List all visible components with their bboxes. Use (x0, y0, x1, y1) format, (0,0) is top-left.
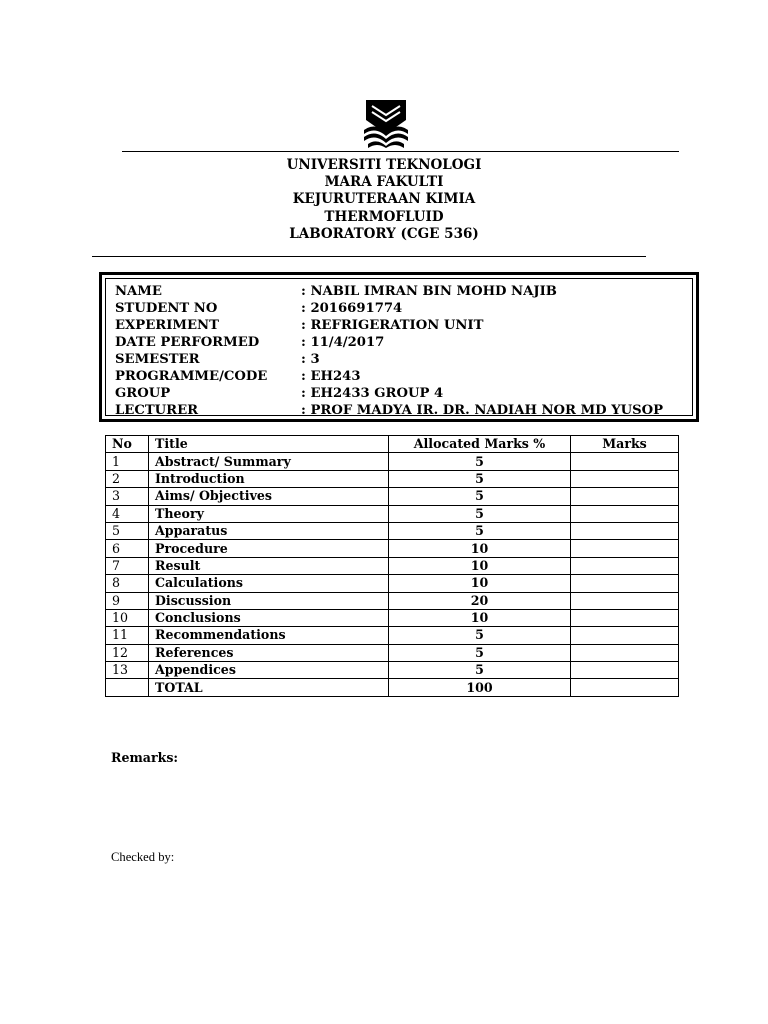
total-label: TOTAL (149, 679, 389, 696)
row-no: 7 (106, 557, 149, 574)
title-line-1: UNIVERSITI TEKNOLOGI (286, 157, 482, 173)
row-marks-cell (571, 540, 679, 557)
header-allocated: Allocated Marks % (389, 436, 571, 453)
total-allocated: 100 (389, 679, 571, 696)
row-title: Aims/ Objectives (149, 488, 389, 505)
row-allocated: 20 (389, 592, 571, 609)
info-value: : REFRIGERATION UNIT (301, 318, 484, 333)
table-row (106, 488, 679, 505)
row-title: Result (149, 557, 389, 574)
row-title: Theory (149, 505, 389, 522)
row-marks-cell (571, 592, 679, 609)
row-marks-cell (571, 453, 679, 470)
info-label: STUDENT NO (115, 301, 218, 316)
row-title: Recommendations (149, 627, 389, 644)
row-marks-cell (571, 505, 679, 522)
info-label: LECTURER (115, 403, 199, 418)
row-no: 1 (106, 453, 149, 470)
title-line-2: MARA FAKULTI (324, 174, 444, 191)
checked-by-label: Checked by: (111, 850, 175, 864)
info-label: DATE PERFORMED (115, 335, 260, 350)
total-no-cell (106, 679, 149, 696)
row-marks-cell (571, 662, 679, 679)
row-allocated: 5 (389, 470, 571, 487)
table-row (106, 470, 679, 487)
row-allocated: 5 (389, 644, 571, 661)
table-row (106, 644, 679, 661)
info-value: : EH2433 GROUP 4 (301, 386, 444, 401)
info-label: EXPERIMENT (115, 318, 219, 333)
row-marks-cell (571, 522, 679, 539)
table-row (106, 609, 679, 626)
row-no: 2 (106, 470, 149, 487)
row-allocated: 5 (389, 453, 571, 470)
table-header-row (106, 436, 679, 453)
row-title: Procedure (149, 540, 389, 557)
info-label: NAME (115, 284, 162, 299)
row-no: 6 (106, 540, 149, 557)
row-allocated: 5 (389, 488, 571, 505)
title-line-4: THERMOFLUID (324, 208, 444, 225)
table-row (106, 557, 679, 574)
row-title: Appendices (149, 662, 389, 679)
row-no: 12 (106, 644, 149, 661)
row-title: Abstract/ Summary (149, 453, 389, 470)
row-no: 5 (106, 522, 149, 539)
row-allocated: 10 (389, 557, 571, 574)
row-marks-cell (571, 575, 679, 592)
info-value: : PROF MADYA IR. DR. NADIAH NOR MD YUSOP (301, 403, 664, 418)
row-title: References (149, 644, 389, 661)
header-marks: Marks (571, 436, 679, 453)
row-allocated: 5 (389, 522, 571, 539)
row-no: 11 (106, 627, 149, 644)
faculty-title-block (0, 157, 768, 243)
table-row (106, 575, 679, 592)
row-allocated: 10 (389, 575, 571, 592)
university-logo-icon (364, 100, 408, 148)
table-row (106, 522, 679, 539)
info-value: : 3 (301, 352, 320, 367)
row-marks-cell (571, 488, 679, 505)
remarks-label: Remarks: (111, 750, 179, 765)
row-allocated: 5 (389, 662, 571, 679)
info-label: PROGRAMME/CODE (115, 369, 268, 384)
row-title: Conclusions (149, 609, 389, 626)
table-row (106, 505, 679, 522)
row-no: 8 (106, 575, 149, 592)
table-row (106, 592, 679, 609)
student-info-inner-frame (105, 278, 693, 416)
info-value: : 2016691774 (301, 301, 403, 316)
row-marks-cell (571, 644, 679, 661)
header-no: No (106, 436, 149, 453)
row-no: 13 (106, 662, 149, 679)
table-row (106, 662, 679, 679)
row-marks-cell (571, 627, 679, 644)
row-no: 9 (106, 592, 149, 609)
table-row (106, 540, 679, 557)
student-info-box (99, 272, 699, 422)
info-value: : NABIL IMRAN BIN MOHD NAJIB (301, 284, 557, 299)
table-total-row (106, 679, 679, 696)
header-title: Title (149, 436, 389, 453)
row-no: 3 (106, 488, 149, 505)
info-label: SEMESTER (115, 352, 200, 367)
row-no: 10 (106, 609, 149, 626)
row-no: 4 (106, 505, 149, 522)
table-row (106, 627, 679, 644)
info-label: GROUP (115, 386, 171, 401)
row-marks-cell (571, 609, 679, 626)
row-allocated: 10 (389, 609, 571, 626)
row-marks-cell (571, 557, 679, 574)
row-title: Discussion (149, 592, 389, 609)
row-marks-cell (571, 470, 679, 487)
row-allocated: 5 (389, 627, 571, 644)
row-title: Introduction (149, 470, 389, 487)
row-title: Apparatus (149, 522, 389, 539)
header-divider-bottom (92, 256, 646, 257)
title-line-3: KEJURUTERAAN KIMIA (292, 191, 476, 208)
header-divider-top (122, 151, 679, 152)
info-value: : 11/4/2017 (301, 335, 385, 350)
table-row (106, 453, 679, 470)
row-title: Calculations (149, 575, 389, 592)
marks-table (105, 435, 679, 697)
total-marks-cell (571, 679, 679, 696)
info-value: : EH243 (301, 369, 361, 384)
row-allocated: 5 (389, 505, 571, 522)
title-line-5: LABORATORY (CGE 536) (289, 225, 479, 242)
row-allocated: 10 (389, 540, 571, 557)
